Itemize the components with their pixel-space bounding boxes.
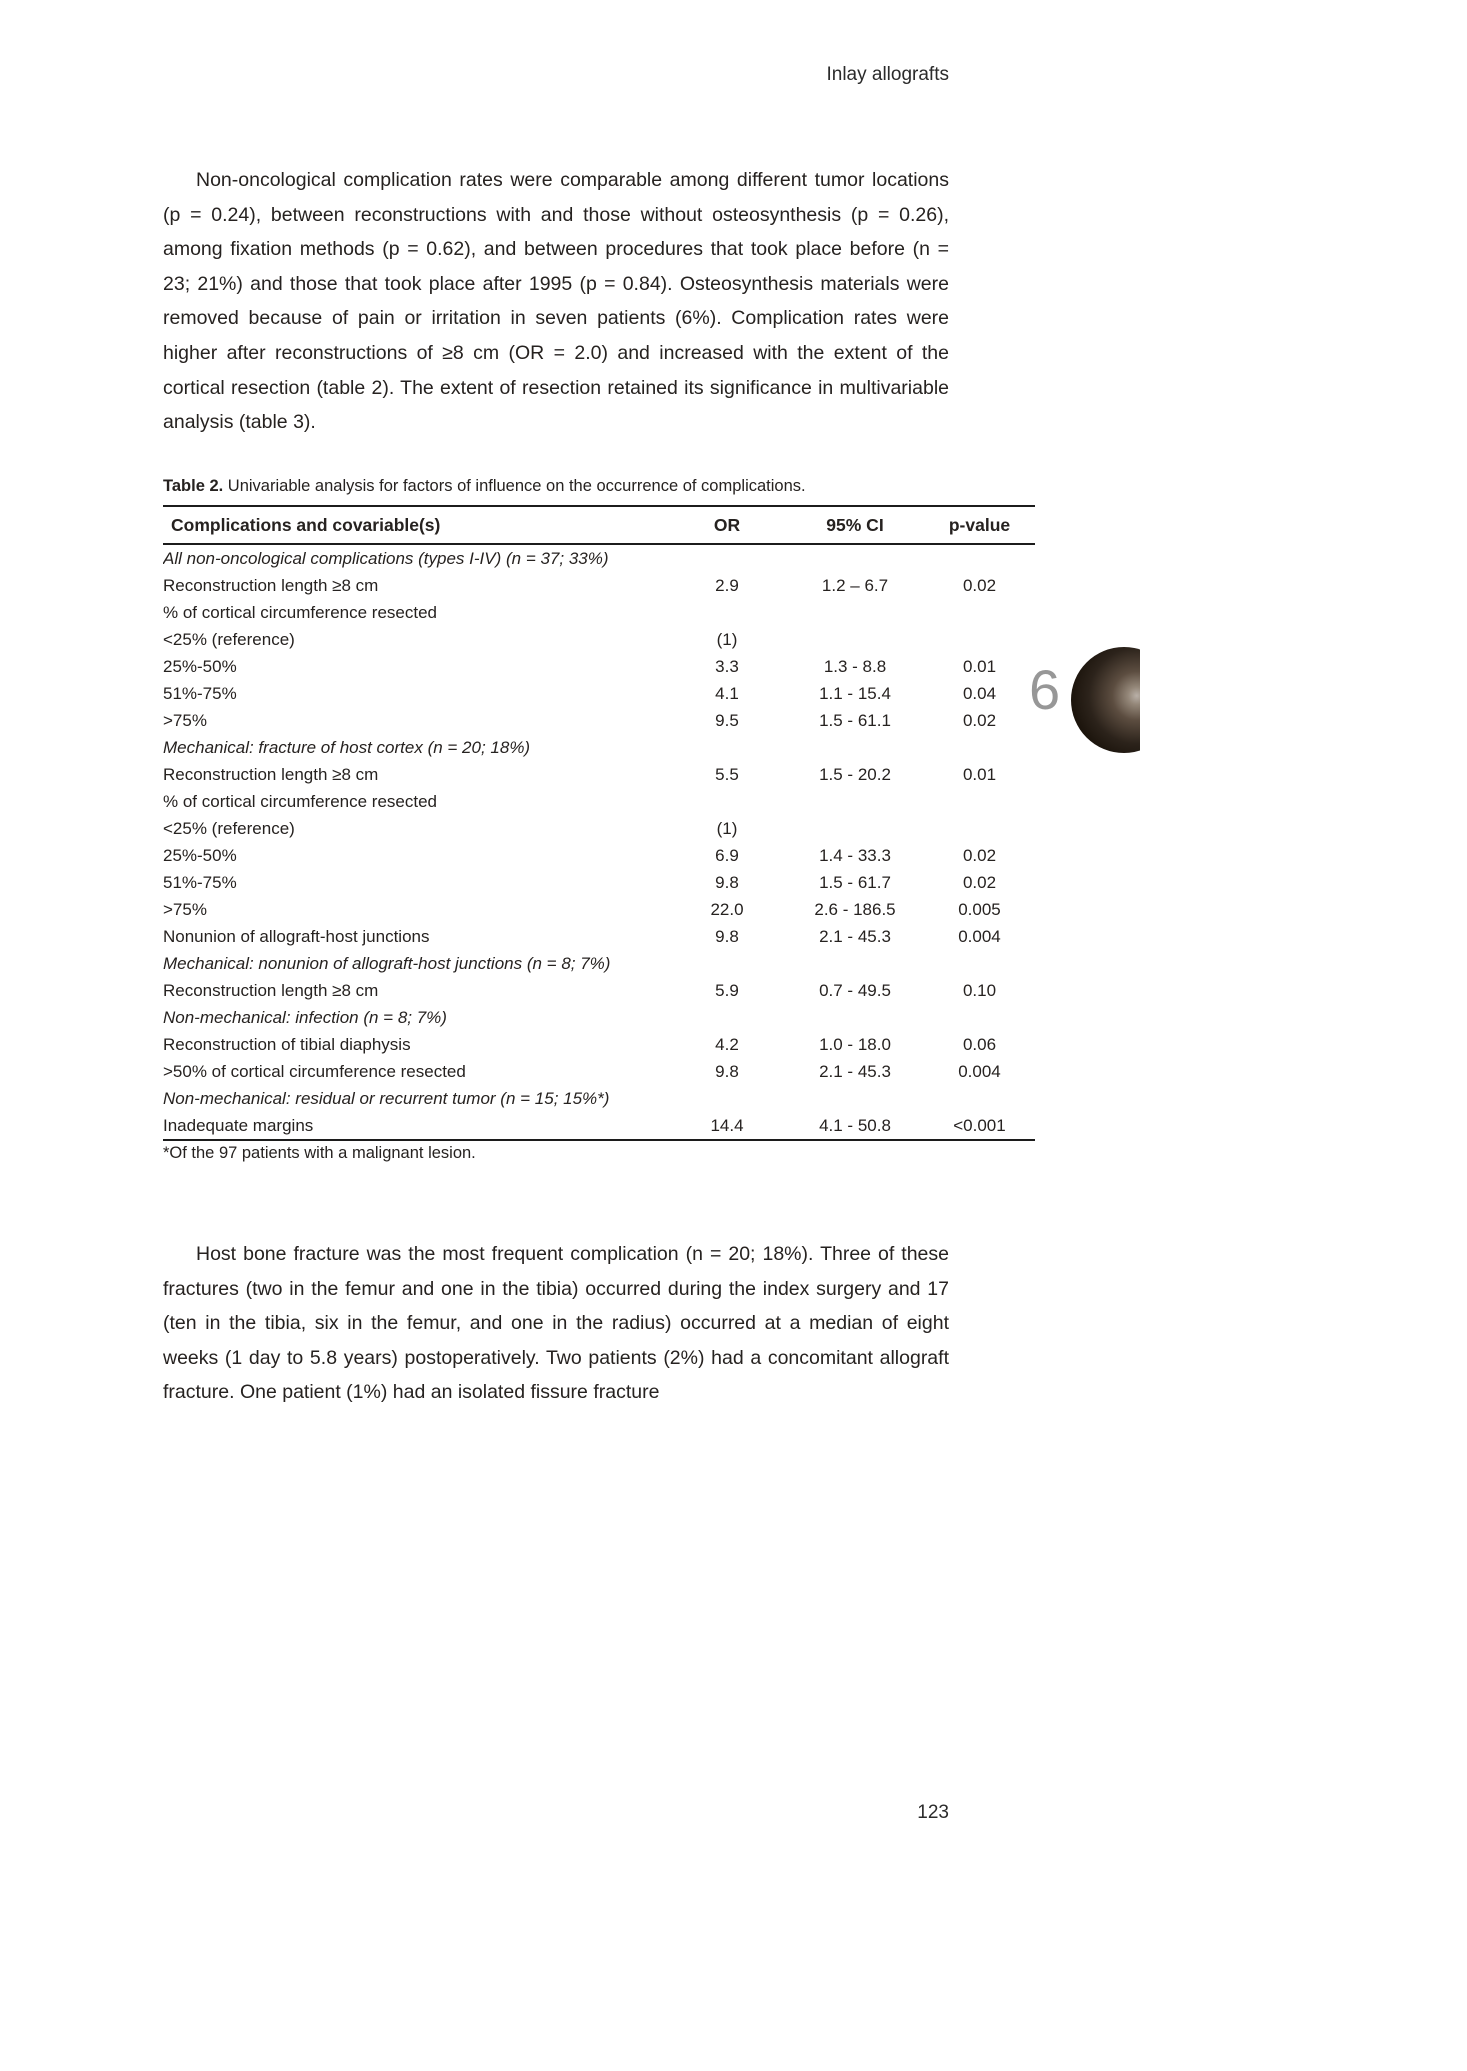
running-head: Inlay allografts: [826, 64, 949, 85]
row-ci-value: 1.3 - 8.8: [823, 657, 887, 676]
row-p-value: [924, 1085, 1035, 1112]
row-or-value: (1): [716, 630, 738, 649]
table-row: [163, 707, 1035, 734]
row-label: <25% (reference): [163, 630, 295, 649]
row-ci-value: [786, 1085, 924, 1112]
row-or-value: (1): [716, 819, 738, 838]
row-ci-value: [786, 734, 924, 761]
row-or-value: 4.1: [715, 684, 739, 703]
row-or-value: 6.9: [715, 846, 739, 865]
row-or-value: [668, 599, 786, 626]
row-p-value: 0.004: [958, 1062, 1001, 1081]
row-or-value: 5.5: [715, 765, 739, 784]
row-p-value: 0.04: [962, 684, 997, 703]
table-row: [163, 734, 1035, 761]
row-p-value: [924, 815, 1035, 842]
complications-table: [163, 505, 1035, 1141]
chapter-number: 6: [1029, 658, 1061, 721]
row-or-value: 9.8: [715, 927, 739, 946]
table-row: [163, 788, 1035, 815]
table-caption-label: Table 2.: [163, 477, 224, 495]
table-row: [163, 815, 1035, 842]
row-ci-value: 1.2 – 6.7: [821, 576, 889, 595]
row-or-value: [668, 788, 786, 815]
row-or-value: [668, 950, 786, 977]
table-row: [163, 977, 1035, 1004]
table-header: [163, 506, 1035, 544]
row-or-value: [668, 544, 786, 572]
row-ci-value: [786, 1004, 924, 1031]
row-p-value: [924, 734, 1035, 761]
row-p-value: 0.02: [962, 846, 997, 865]
table-row: [163, 1085, 1035, 1112]
row-ci-value: 1.5 - 20.2: [819, 765, 891, 784]
table-footnote: *Of the 97 patients with a malignant lesion.: [163, 1144, 476, 1162]
row-or-value: 3.3: [715, 657, 739, 676]
column-header-complications: Complications and covariable(s): [163, 506, 668, 544]
table-row: [163, 923, 1035, 950]
row-ci-value: 1.4 - 33.3: [819, 846, 891, 865]
table-body: [163, 544, 1035, 1140]
row-ci-value: 2.6 - 186.5: [814, 900, 896, 919]
row-p-value: 0.01: [962, 657, 997, 676]
row-ci-value: 1.0 - 18.0: [819, 1035, 891, 1054]
row-ci-value: 1.5 - 61.7: [819, 873, 891, 892]
row-label: Non-mechanical: infection (n = 8; 7%): [163, 1008, 447, 1027]
row-label: 25%-50%: [163, 846, 237, 865]
row-label: % of cortical circumference resected: [163, 603, 437, 622]
row-label: % of cortical circumference resected: [163, 792, 437, 811]
row-ci-value: 1.1 - 15.4: [819, 684, 891, 703]
table-header-row: [163, 506, 1035, 544]
row-ci-value: 2.1 - 45.3: [819, 927, 891, 946]
table-row: [163, 572, 1035, 599]
table-row: [163, 544, 1035, 572]
chapter-tab: [1071, 647, 1140, 753]
row-p-value: [924, 626, 1035, 653]
row-p-value: [924, 950, 1035, 977]
row-label: 51%-75%: [163, 873, 237, 892]
table-row: [163, 950, 1035, 977]
row-or-value: [668, 1004, 786, 1031]
row-label: Mechanical: nonunion of allograft-host junctions (n = 8; 7%): [163, 954, 611, 973]
table-row: [163, 842, 1035, 869]
row-or-value: 9.8: [715, 873, 739, 892]
column-header-p-value: p-value: [924, 506, 1035, 544]
row-or-value: 22.0: [710, 900, 744, 919]
row-p-value: 0.02: [962, 711, 997, 730]
row-label: Inadequate margins: [163, 1116, 314, 1135]
table-row: [163, 1058, 1035, 1085]
row-ci-value: 0.7 - 49.5: [819, 981, 891, 1000]
table-row: [163, 599, 1035, 626]
row-or-value: 9.8: [715, 1062, 739, 1081]
row-ci-value: [786, 626, 924, 653]
row-or-value: 14.4: [710, 1116, 744, 1135]
row-or-value: [668, 1085, 786, 1112]
row-or-value: 9.5: [715, 711, 739, 730]
row-label: All non-oncological complications (types I-IV) (n = 37; 33%): [163, 549, 609, 568]
row-label: Nonunion of allograft-host junctions: [163, 927, 430, 946]
table-row: [163, 1004, 1035, 1031]
row-label: <25% (reference): [163, 819, 295, 838]
table-caption: [163, 477, 1035, 496]
row-label: >75%: [163, 711, 207, 730]
row-ci-value: 4.1 - 50.8: [819, 1116, 891, 1135]
row-label: >75%: [163, 900, 207, 919]
page-number: 123: [917, 1802, 949, 1823]
table-row: [163, 653, 1035, 680]
row-label: >50% of cortical circumference resected: [163, 1062, 466, 1081]
row-label: Non-mechanical: residual or recurrent tumor (n = 15; 15%*): [163, 1089, 610, 1108]
row-p-value: 0.02: [962, 576, 997, 595]
row-p-value: 0.10: [962, 981, 997, 1000]
table-caption-text: Univariable analysis for factors of influence on the occurrence of complications.: [223, 477, 806, 495]
table-row: [163, 626, 1035, 653]
row-label: 51%-75%: [163, 684, 237, 703]
row-or-value: 4.2: [715, 1035, 739, 1054]
row-label: Reconstruction length ≥8 cm: [163, 576, 379, 595]
row-ci-value: 2.1 - 45.3: [819, 1062, 891, 1081]
row-p-value: <0.001: [953, 1116, 1006, 1135]
row-label: Mechanical: fracture of host cortex (n = 20; 18%): [163, 738, 531, 757]
row-p-value: 0.06: [962, 1035, 997, 1054]
row-label: Reconstruction length ≥8 cm: [163, 765, 379, 784]
row-p-value: 0.005: [958, 900, 1001, 919]
column-header-or: OR: [668, 506, 786, 544]
table-row: [163, 1112, 1035, 1140]
bone-cross-section-image: [1071, 647, 1140, 753]
row-ci-value: [786, 815, 924, 842]
row-or-value: 2.9: [715, 576, 739, 595]
table-row: [163, 896, 1035, 923]
column-header-ci: 95% CI: [786, 506, 924, 544]
row-p-value: [924, 599, 1035, 626]
row-or-value: 5.9: [715, 981, 739, 1000]
body-paragraph-1: Non-oncological complication rates were comparable among different tumor locations (p = 0.24), between reconstructions with and those without osteosynthesis (p = 0.26), among fixation methods (p = 0.62), and between procedures that took place before (n = 23; 21%) and those that took place after 1995 (p = 0.84). Osteosynthesis materials were removed because of pain or irritation in seven patients (6%). Complication rates were higher after reconstructions of ≥8 cm (OR = 2.0) and increased with the extent of the cortical resection (table 2). The extent of resection retained its significance in multivariable analysis (table 3).: [163, 169, 949, 434]
row-p-value: [924, 1004, 1035, 1031]
row-p-value: 0.004: [958, 927, 1001, 946]
row-ci-value: [786, 544, 924, 572]
row-ci-value: [786, 788, 924, 815]
table-row: [163, 680, 1035, 707]
table-row: [163, 869, 1035, 896]
row-label: 25%-50%: [163, 657, 237, 676]
row-p-value: 0.02: [962, 873, 997, 892]
row-label: Reconstruction of tibial diaphysis: [163, 1035, 411, 1054]
row-label: Reconstruction length ≥8 cm: [163, 981, 379, 1000]
table-row: [163, 761, 1035, 788]
row-p-value: [924, 788, 1035, 815]
row-p-value: [924, 544, 1035, 572]
body-paragraph-2: Host bone fracture was the most frequent complication (n = 20; 18%). Three of these fractures (two in the femur and one in the tibia) occurred during the index surgery and 17 (ten in the tibia, six in the femur, and one in the radius) occurred at a median of eight weeks (1 day to 5.8 years) postoperatively. Two patients (2%) had a concomitant allograft fracture. One patient (1%) had an isolated fissure fracture: [163, 1243, 949, 1404]
row-ci-value: 1.5 - 61.1: [819, 711, 891, 730]
table-row: [163, 1031, 1035, 1058]
row-ci-value: [786, 599, 924, 626]
row-or-value: [668, 734, 786, 761]
row-ci-value: [786, 950, 924, 977]
row-p-value: 0.01: [962, 765, 997, 784]
